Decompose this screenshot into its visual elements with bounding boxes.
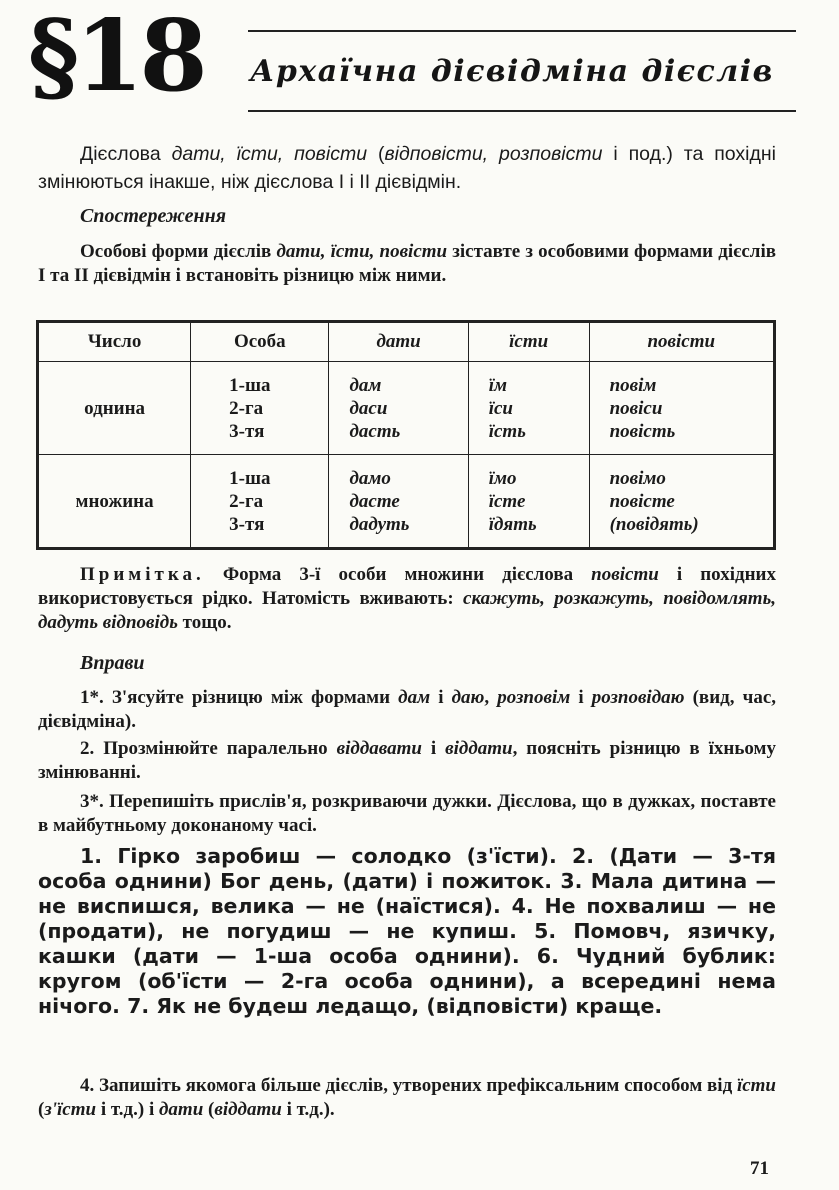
form-cell: повіси (609, 397, 663, 419)
exercise-word: розповім (497, 687, 571, 708)
row-persons (191, 362, 329, 455)
title-rule-bottom (248, 110, 796, 112)
observation-heading: Спостереження (80, 205, 227, 227)
observation-verbs: дати, їсти, повісти (276, 241, 448, 262)
note-text: Форма 3-ї особи множини дієслова (204, 564, 592, 585)
exercise-text: (вид, час, дієвідміна). (38, 687, 776, 732)
table-header-povisty: повісти (589, 322, 774, 362)
table-header-isty: їсти (468, 322, 589, 362)
person-cell: 1-ша (229, 467, 271, 489)
note-label: Примітка. (80, 564, 205, 585)
exercise-word: віддати (445, 738, 513, 759)
exercise-4 (38, 1074, 776, 1122)
exercise-word: віддати (214, 1099, 282, 1120)
form-cell: дадуть (349, 513, 410, 535)
form-cell: повісте (609, 490, 675, 512)
exercise-word: дати (158, 1099, 204, 1120)
form-cell: дасте (349, 490, 400, 512)
exercise-text: Запишіть якомога більше дієслів, утворених префіксальним способом від (94, 1075, 737, 1096)
exercise-text: , поясніть різницю в їхньому змінюванні. (38, 738, 776, 783)
intro-paragraph (38, 140, 776, 196)
table-header-number: Число (38, 322, 191, 362)
exercise-3 (38, 790, 776, 838)
intro-text: Дієслова (80, 143, 172, 165)
form-cell: їсть (488, 420, 526, 442)
exercise-text: і (430, 687, 452, 708)
exercise-text: і т.д.) і (96, 1099, 159, 1120)
exercise-text: , (484, 687, 498, 708)
page-number: 71 (750, 1158, 769, 1179)
note-text: тощо. (177, 612, 232, 633)
intro-text: ( (367, 143, 385, 165)
section-number: §18 (28, 0, 204, 114)
form-cell: дамо (349, 467, 391, 489)
conjugation-table (36, 320, 776, 550)
form-cell: їмо (488, 467, 517, 489)
table-row (38, 455, 775, 549)
exercise-word: розповідаю (591, 687, 685, 708)
exercise-text: і (421, 738, 446, 759)
exercise-2 (38, 737, 776, 785)
person-cell: 3-тя (229, 513, 265, 535)
note-paragraph (38, 563, 776, 635)
observation-paragraph (38, 240, 776, 288)
exercise-word: віддавати (336, 738, 422, 759)
table-row (38, 362, 775, 455)
note-examples: скажуть, розкажуть, повідомлять, дадуть відповідь (38, 588, 777, 633)
intro-verbs: відповісти, розповісти (384, 143, 603, 165)
form-cell: даси (349, 397, 388, 419)
section-title: Архаїчна дієвідміна дієслів (250, 54, 774, 89)
form-cell: їдять (488, 513, 537, 535)
exercises-heading: Вправи (80, 652, 145, 674)
isty-forms (468, 455, 589, 549)
dati-forms (329, 362, 468, 455)
form-cell: їси (488, 397, 513, 419)
isty-forms (468, 362, 589, 455)
exercise-word: даю (451, 687, 485, 708)
table-header-dati: дати (329, 322, 468, 362)
person-cell: 2-га (229, 490, 264, 512)
note-text: і похідних використовується рідко. Натомість вживають: (38, 564, 776, 609)
person-cell: 3-тя (229, 420, 265, 442)
person-cell: 2-га (229, 397, 264, 419)
exercise-number: 2. (80, 738, 95, 759)
table-header-row (38, 322, 775, 362)
section-header (28, 0, 808, 124)
form-cell: (повідять) (609, 513, 699, 535)
exercise-text: ( (203, 1099, 215, 1120)
form-cell: повім (609, 374, 657, 396)
row-persons (191, 455, 329, 549)
exercise-text: Прозмінюйте паралельно (94, 738, 337, 759)
exercise-text: і (570, 687, 592, 708)
exercise-text: Перепишіть прислів'я, розкриваючи дужки. Дієслова, що в дужках, поставте в майбутньому доконаному часі. (38, 791, 776, 836)
observation-text: зіставте з особовими формами дієслів І та ІІ дієвідмін і встановіть різницю між ними. (38, 241, 776, 286)
povisty-forms (589, 455, 774, 549)
form-cell: їсте (488, 490, 526, 512)
exercise-number: 1*. (80, 687, 104, 708)
povisty-forms (589, 362, 774, 455)
exercise-word: дам (398, 687, 431, 708)
form-cell: їм (488, 374, 508, 396)
intro-verbs: дати, їсти, повісти (171, 143, 368, 165)
exercise-word: з'їсти (44, 1099, 97, 1120)
person-cell: 1-ша (229, 374, 271, 396)
form-cell: дам (349, 374, 382, 396)
exercise-text: ( (38, 1099, 45, 1120)
exercise-text: З'ясуйте різницю між формами (103, 687, 399, 708)
form-cell: повімо (609, 467, 666, 489)
exercise-text: і т.д.). (281, 1099, 335, 1120)
note-verb: повісти (591, 564, 659, 585)
row-number-label: однина (38, 362, 191, 455)
observation-text: Особові форми дієслів (80, 241, 277, 262)
exercise-number: 3*. (80, 791, 104, 812)
dati-forms (329, 455, 468, 549)
proverbs-block: 1. Гірко заробиш — солодко (з'їсти). 2. (Дати — 3-тя особа однини) Бог день, (дати) і пожиток. 3. Мала дитина — не виспишся, велика — не (наїстися). 4. Не похвалиш — не (продати), не погудиш — не купиш. 5. Помовч, язичку, кашки (дати — 1-ша особа однини). 6. Чудний бублик: кругом (об'їсти — 2-га особа однини), а всередині нема нічого. 7. Як не будеш ледащо, (відповісти) краще. (38, 844, 776, 1018)
form-cell: повість (609, 420, 676, 442)
table-header-person: Особа (191, 322, 329, 362)
title-rule-top (248, 30, 796, 32)
exercise-1 (38, 686, 776, 734)
exercise-word: їсти (736, 1075, 776, 1096)
exercise-number: 4. (80, 1075, 95, 1096)
intro-text: і под.) та похідні змінюються інакше, ніж дієслова І і ІІ дієвідмін. (38, 143, 776, 193)
row-number-label: множина (38, 455, 191, 549)
form-cell: дасть (349, 420, 401, 442)
